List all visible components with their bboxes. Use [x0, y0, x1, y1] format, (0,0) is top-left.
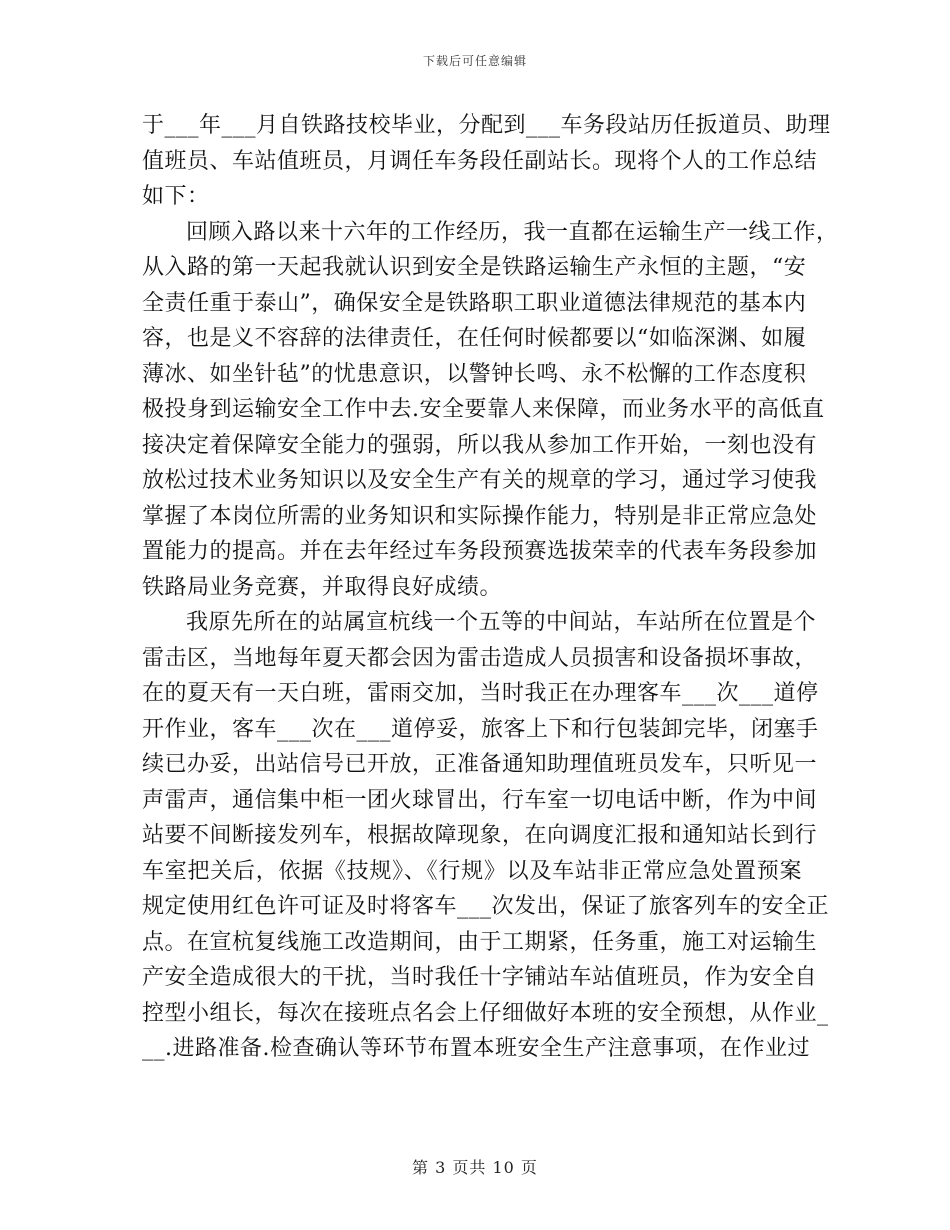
text-line: 回顾入路以来十六年的工作经历，我一直都在运输生产一线工作， [186, 219, 839, 245]
text-line: 从入路的第一天起我就认识到安全是铁路运输生产永恒的主题，“安 [142, 255, 807, 280]
text-line: 铁路局业务竞赛，并取得良好成绩。 [142, 574, 503, 600]
text-line: 雷击区，当地每年夏天都会因为雷击造成人员损害和设备损坏事故， [142, 645, 818, 671]
text-line: 声雷声，通信集中柜一团火球冒出，行车室一切电话中断，作为中间 [142, 787, 818, 813]
text-line: 产安全造成很大的干扰，当时我任十字铺站车站值班员，作为安全自 [142, 965, 818, 990]
document-body [142, 108, 839, 1067]
text-line: 续已办妥，出站信号已开放，正准备通知助理值班员发车，只听见一 [142, 752, 818, 777]
text-line: 薄冰、如坐针毡”的忧患意识，以警钟长鸣、永不松懈的工作态度积 [142, 361, 807, 387]
text-line: 容，也是义不容辞的法律责任，在任何时候都要以“如临深渊、如履 [142, 326, 807, 351]
text-line: 放松过技术业务知识以及安全生产有关的规章的学习，通过学习使我 [142, 468, 818, 493]
text-line: 车室把关后，依据《技规》、《行规》以及车站非正常应急处置预案 [142, 858, 802, 884]
text-line: 如下： [142, 184, 210, 209]
text-line: 掌握了本岗位所需的业务知识和实际操作能力，特别是非正常应急处 [142, 503, 818, 529]
text-line: 控型小组长，每次在接班点名会上仔细做好本班的安全预想，从作业_ [142, 1000, 829, 1026]
text-line: 我原先所在的站属宣杭线一个五等的中间站，车站所在位置是个 [186, 610, 817, 635]
text-line: 接决定着保障安全能力的强弱，所以我从参加工作开始，一刻也没有 [142, 432, 818, 458]
text-line: 开作业，客车___次在___道停妥，旅客上下和行包装卸完毕，闭塞手 [142, 716, 819, 742]
text-line: 站要不间断接发列车，根据故障现象，在向调度汇报和通知站长到行 [142, 823, 818, 848]
text-line: 值班员、车站值班员，月调任车务段任副站长。现将个人的工作总结 [142, 148, 818, 174]
text-line: 在的夏天有一天白班，雷雨交加，当时我正在办理客车___次___道停 [142, 681, 819, 706]
page-header: 下载后可任意编辑 [422, 54, 527, 68]
text-line: 置能力的提高。并在去年经过车务段预赛选拔荣幸的代表车务段参加 [142, 539, 818, 564]
text-line: 点。在宣杭复线施工改造期间，由于工期紧，任务重，施工对运输生 [142, 929, 818, 955]
text-line: 于___年___月自铁路技校毕业，分配到___车务段站历任扳道员、助理 [142, 113, 831, 138]
page-footer: 第 3 页共 10 页 [412, 1158, 538, 1177]
text-line: 极投身到运输安全工作中去.安全要靠人来保障，而业务水平的高低直 [142, 397, 825, 422]
text-line: __.进路准备.检查确认等环节布置本班安全生产注意事项，在作业过 [142, 1036, 810, 1061]
text-line: 全责任重于泰山”，确保安全是铁路职工职业道德法律规范的基本内 [142, 290, 807, 316]
text-line: 规定使用红色许可证及时将客车___次发出，保证了旅客列车的安全正 [142, 894, 830, 919]
